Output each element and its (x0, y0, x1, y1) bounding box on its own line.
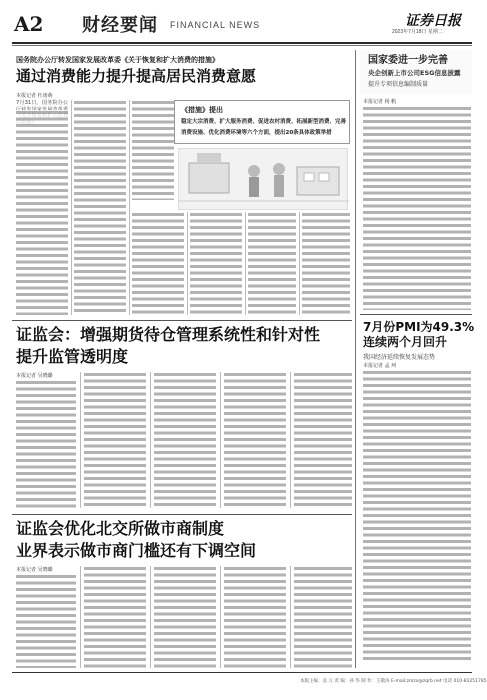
pmi-deck: 我国经济延续恢复发展态势 (363, 354, 436, 361)
pmi-rule (360, 314, 472, 315)
futures-body-col-3 (154, 372, 216, 508)
column-divider (290, 566, 291, 668)
futures-rule (12, 320, 352, 321)
pmi-subtitle: 连续两个月回升 (363, 335, 448, 349)
pmi-byline: 本报记者 孟 珂 (363, 363, 397, 369)
sidebar-byline: 本报记者 杨 帆 (363, 99, 397, 105)
column-divider (80, 566, 81, 668)
sidebar-divider (355, 50, 356, 668)
bse-body-col-3 (154, 566, 216, 668)
futures-body-col-4 (224, 372, 286, 508)
masthead (0, 0, 484, 44)
bse-byline: 本报记者 吴晓璐 (16, 567, 53, 573)
masthead-rule (12, 42, 472, 44)
pmi-title: 7月份PMI为49.3% (363, 320, 475, 334)
section-name-english: FINANCIAL NEWS (170, 20, 261, 30)
bse-headline-2: 业界表示做市商门槛还有下调空间 (16, 541, 257, 560)
futures-body-col-5 (294, 372, 352, 508)
lead-body-col-7 (302, 212, 350, 315)
infobox-tag: 《措施》提出 (181, 106, 223, 114)
bse-body-col-2 (84, 566, 146, 668)
column-divider (299, 212, 300, 315)
column-divider (220, 566, 221, 668)
pmi-body (363, 370, 471, 662)
sidebar-body (363, 106, 471, 310)
bse-body-col-1 (16, 574, 76, 668)
infobox-line-2: 消费设施、优化消费环境等六个方面，提出20条具体政策举措 (181, 130, 332, 136)
measures-infobox (174, 100, 350, 144)
column-divider (80, 372, 81, 508)
infobox-line-1: 稳定大宗消费、扩大服务消费、促进农村消费、拓展新型消费、完善 (181, 119, 347, 125)
lead-byline: 本报记者 杜雨萌 (16, 93, 53, 99)
footer-rule (12, 672, 472, 673)
bse-body-col-5 (294, 566, 352, 668)
section-name: 财经要闻 (82, 15, 158, 36)
consumption-illustration (178, 148, 348, 210)
lead-intro: 7月31日，国务院办公 (16, 100, 68, 106)
futures-body-col-1 (16, 380, 76, 508)
page-number: A2 (14, 12, 44, 36)
lead-body-col-5 (190, 212, 242, 315)
futures-headline-2: 提升监管透明度 (16, 347, 129, 366)
sidebar-subtitle-2: 提升专项信息编制质量 (368, 81, 429, 88)
lead-body-col-1 (16, 110, 68, 315)
column-divider (187, 212, 188, 315)
sidebar-title: 国家委进一步完善 (368, 55, 448, 66)
lead-body-col-4 (132, 212, 184, 315)
column-divider (290, 372, 291, 508)
column-divider (150, 566, 151, 668)
futures-headline-1: 证监会：增强期货待仓管理系统性和针对性 (16, 325, 321, 344)
paper-logo: 证券日报 (405, 13, 461, 29)
futures-byline: 本报记者 吴晓璐 (16, 373, 53, 379)
column-divider (150, 372, 151, 508)
issue-date: 2023年7月18日 星期二 (392, 29, 443, 35)
lead-kicker: 国务院办公厅转发国家发展改革委《关于恢复和扩大消费的措施》 (16, 56, 219, 64)
lead-body-col-3 (132, 100, 174, 200)
bse-headline-1: 证监会优化北交所做市商制度 (16, 519, 225, 538)
lead-body-col-6 (248, 212, 296, 315)
footer-credits: 本版主编：袁 元 责 编：孙 华 制 作：王敬涛 E-mail:zmzx@zqrb.net 电话 010-83251785 (300, 679, 487, 684)
sidebar-subtitle-1: 央企创新上市公司ESG信息披露 (368, 69, 461, 77)
column-divider (245, 212, 246, 315)
column-divider (129, 100, 130, 315)
bse-body-col-4 (224, 566, 286, 668)
lead-headline: 通过消费能力提升提高居民消费意愿 (16, 67, 257, 85)
column-divider (220, 372, 221, 508)
bse-rule (12, 514, 352, 515)
lead-body-col-2 (74, 100, 126, 315)
column-divider (71, 100, 72, 315)
masthead-rule-thin (12, 45, 472, 46)
futures-body-col-2 (84, 372, 146, 508)
sidebar-header-box (360, 50, 472, 94)
